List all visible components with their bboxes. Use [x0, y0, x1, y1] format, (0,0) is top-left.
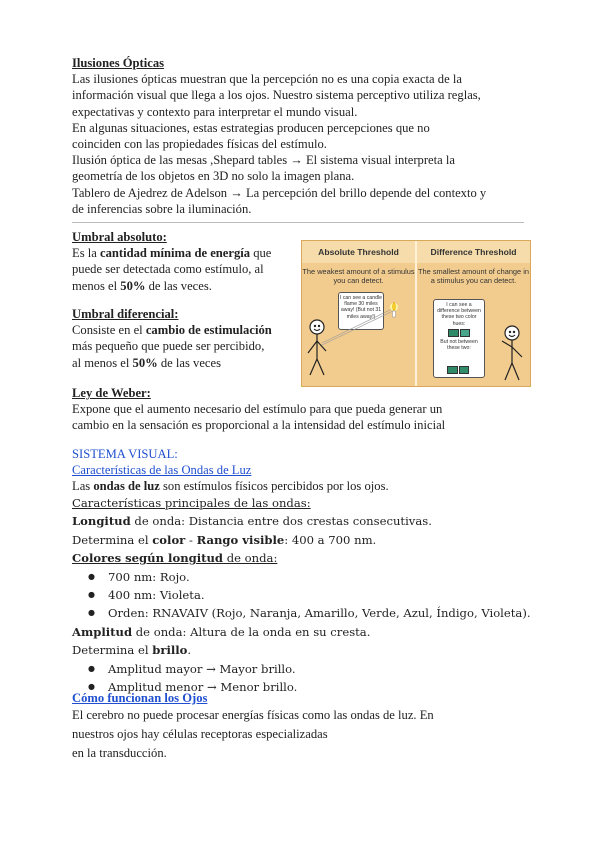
figure-drawings — [302, 241, 530, 386]
bold-text: cantidad mínima de energía — [99, 246, 251, 261]
longitud-line — [72, 512, 532, 530]
text: son estímulos físicos percibidos por los ojos. — [159, 479, 389, 494]
umbral-absoluto-line: puede ser detectada como estímulo, al — [72, 262, 264, 277]
stick-figure-right — [502, 326, 522, 380]
ilusiones-line: coinciden con las propiedades físicas del estímulo. — [72, 137, 327, 152]
weber-line: Expone que el aumento necesario del estímulo para que pueda generar un — [72, 402, 443, 417]
text: de las veces. — [145, 278, 212, 293]
ilusiones-line: de inferencias sobre la iluminación. — [72, 201, 252, 216]
ondas-line — [72, 478, 389, 494]
bold-text: cambio de estimulación — [145, 323, 272, 338]
text: de las veces — [157, 355, 221, 370]
text: Consiste en el — [72, 323, 146, 338]
ojos-link[interactable]: Cómo funcionan los Ojos — [72, 691, 208, 705]
brillo-line — [72, 641, 532, 659]
stick-figure-left — [308, 320, 326, 375]
candle-speech-bubble: I can see a candle flame 30 miles away! (But not 31 miles away!) — [338, 292, 384, 330]
sistema-visual-heading: SISTEMA VISUAL: — [72, 447, 178, 461]
difference-threshold-caption: The smallest amount of change in a stimulus you can detect. — [418, 267, 529, 285]
umbral-diferencial-title: Umbral diferencial: — [72, 307, 179, 321]
candle-icon — [322, 302, 398, 345]
umbral-diferencial-line: más pequeño que puede ser percibido, — [72, 339, 265, 354]
section-divider — [72, 222, 524, 223]
absolute-threshold-heading: Absolute Threshold — [302, 241, 415, 263]
text: - — [185, 532, 197, 547]
ilusiones-line: Ilusión óptica de las mesas ,Shepard tables → El sistema visual interpreta la — [72, 153, 455, 168]
text: Determina el — [72, 643, 153, 658]
ilusiones-line: geometría de los objetos en 3D no solo la imagen plana. — [72, 169, 355, 184]
list-item: ● Amplitud mayor → Mayor brillo. — [72, 660, 532, 678]
text: Las — [72, 479, 94, 494]
text: menos el — [72, 278, 121, 293]
bold-text: Longitud — [72, 514, 131, 529]
bold-underlined-text: Colores según longitud — [72, 551, 224, 566]
ilusiones-section — [72, 55, 530, 217]
ojos-line: nuestros ojos hay células receptoras especializadas — [72, 727, 328, 742]
text: Determina el — [72, 532, 153, 547]
ilusiones-line: expectativas y contexto para interpretar el mundo visual. — [72, 104, 358, 119]
umbral-diferencial-section — [72, 306, 297, 371]
color-bubble-text: I can see a difference between these two color hues: — [437, 302, 481, 327]
amplitud-line — [72, 623, 532, 641]
umbral-absoluto-line — [72, 278, 292, 294]
ilusiones-title: Ilusiones Ópticas — [72, 56, 165, 70]
umbral-diferencial-line — [72, 322, 297, 338]
color-bubble-text: But not between these two: — [440, 338, 478, 352]
list-item: ● 400 nm: Violeta. — [72, 586, 532, 604]
caracteristicas-link[interactable]: Características de las Ondas de Luz — [72, 463, 252, 478]
bold-text: brillo — [152, 643, 188, 658]
ojos-line: en la transducción. — [72, 746, 167, 761]
ilusiones-line: Tablero de Ajedrez de Adelson → La percepción del brillo depende del contexto y — [72, 185, 487, 200]
absolute-threshold-caption: The weakest amount of a stimulus you can detect. — [302, 267, 415, 285]
sistema-visual-section — [72, 446, 389, 495]
underlined-text: de onda: — [223, 551, 278, 566]
ilusiones-line: Las ilusiones ópticas muestran que la percepción no es una copia exacta de la — [72, 72, 462, 87]
bold-text: Amplitud — [72, 624, 133, 639]
weber-title: Ley de Weber: — [72, 386, 151, 400]
text: Es la — [72, 246, 100, 261]
weber-section — [72, 385, 445, 434]
bold-text: 50% — [132, 355, 158, 370]
principales-heading: Características principales de las ondas: — [72, 496, 311, 510]
list-item: ● Orden: RNAVAIV (Rojo, Naranja, Amarillo, Verde, Azul, Índigo, Violeta). — [72, 604, 532, 622]
umbral-absoluto-section — [72, 229, 292, 294]
text: : 400 a 700 nm. — [284, 532, 377, 547]
bold-text: ondas de luz — [93, 479, 160, 494]
threshold-figure — [301, 240, 531, 387]
determina-color-line — [72, 531, 532, 549]
ilusiones-line: En algunas situaciones, estas estrategias producen percepciones que no — [72, 120, 430, 135]
bold-text: 50% — [120, 278, 146, 293]
bold-text: color — [152, 532, 186, 547]
text: al menos el — [72, 355, 133, 370]
ondas-details — [72, 494, 532, 696]
ilusiones-line: información visual que llega a los ojos. Nuestro sistema perceptivo utiliza reglas, — [72, 88, 481, 103]
difference-threshold-heading: Difference Threshold — [417, 241, 530, 263]
ojos-section — [72, 690, 434, 763]
umbral-diferencial-line — [72, 355, 297, 371]
text: . — [187, 643, 192, 658]
weber-line: cambio en la sensación es proporcional a la intensidad del estímulo inicial — [72, 418, 446, 433]
bold-text: Rango visible — [196, 532, 285, 547]
colores-line — [72, 549, 532, 567]
umbral-absoluto-title: Umbral absoluto: — [72, 230, 167, 244]
list-item: ● Amplitud menor → Menor brillo. — [72, 678, 532, 696]
text: de onda: Altura de la onda en su cresta. — [132, 624, 371, 639]
text: de onda: Distancia entre dos crestas consecutivas. — [130, 514, 432, 529]
text: que — [250, 246, 272, 261]
umbral-absoluto-line — [72, 245, 292, 261]
ojos-line: El cerebro no puede procesar energías físicas como las ondas de luz. En — [72, 708, 434, 723]
list-item: ● 700 nm: Rojo. — [72, 568, 532, 586]
